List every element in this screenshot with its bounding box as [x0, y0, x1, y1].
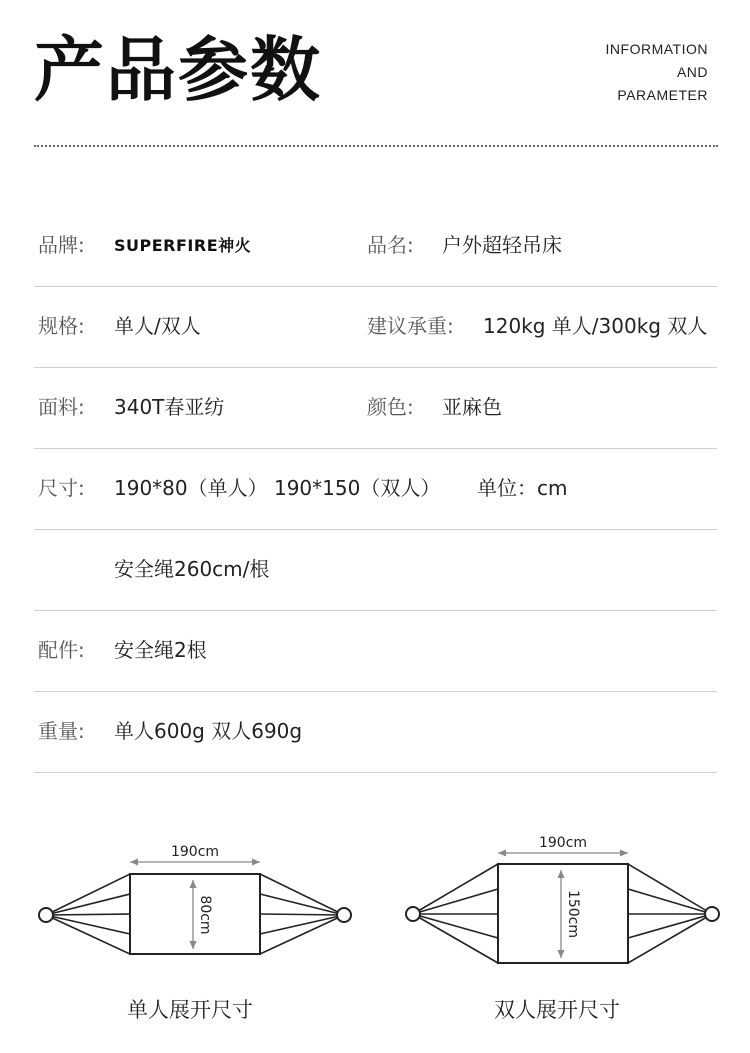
spec-label: 规格:	[38, 314, 85, 338]
double-width-label: 190cm	[538, 835, 588, 851]
single-right-ropes	[260, 874, 344, 954]
double-right-ropes	[628, 864, 712, 963]
load-value: 120kg 单人/300kg 双人	[483, 314, 708, 338]
single-left-ropes	[46, 874, 130, 954]
double-height-label: 150cm	[565, 889, 581, 939]
load-label: 建议承重:	[367, 314, 454, 338]
brand-label: 品牌:	[38, 233, 85, 257]
page-title: 产品参数	[34, 29, 322, 111]
info-line-1: INFORMATION	[605, 41, 708, 57]
info-line-2: AND	[676, 64, 708, 80]
product-name-value: 户外超轻吊床	[442, 233, 562, 257]
double-left-ring	[406, 907, 420, 921]
double-left-ropes	[413, 864, 498, 963]
accessory-value: 安全绳2根	[114, 638, 207, 662]
rope-length-value: 安全绳260cm/根	[114, 557, 270, 581]
brand-value: SUPERFIRE神火	[114, 236, 252, 255]
single-right-ring	[337, 908, 351, 922]
single-hammock-body	[130, 874, 260, 954]
single-hammock-diagram	[39, 844, 351, 954]
fabric-label: 面料:	[38, 395, 85, 419]
color-label: 颜色:	[367, 395, 414, 419]
spec-value: 单人/双人	[114, 314, 201, 338]
single-width-label: 190cm	[170, 844, 220, 860]
size-label: 尺寸:	[38, 476, 85, 500]
color-value: 亚麻色	[442, 395, 502, 419]
double-caption: 双人展开尺寸	[494, 998, 620, 1022]
fabric-value: 340T春亚纺	[114, 395, 225, 419]
double-hammock-diagram	[406, 835, 719, 963]
single-caption: 单人展开尺寸	[127, 998, 253, 1022]
double-hammock-body	[498, 864, 628, 963]
accessory-label: 配件:	[38, 638, 85, 662]
single-left-ring	[39, 908, 53, 922]
double-right-ring	[705, 907, 719, 921]
unit-value: 单位：cm	[477, 476, 568, 500]
info-line-3: PARAMETER	[617, 87, 708, 103]
weight-value: 单人600g 双人690g	[114, 719, 303, 743]
weight-label: 重量:	[38, 719, 85, 743]
single-height-label: 80cm	[197, 895, 213, 935]
size-value: 190*80（单人） 190*150（双人）	[114, 476, 441, 500]
product-name-label: 品名:	[367, 233, 414, 257]
